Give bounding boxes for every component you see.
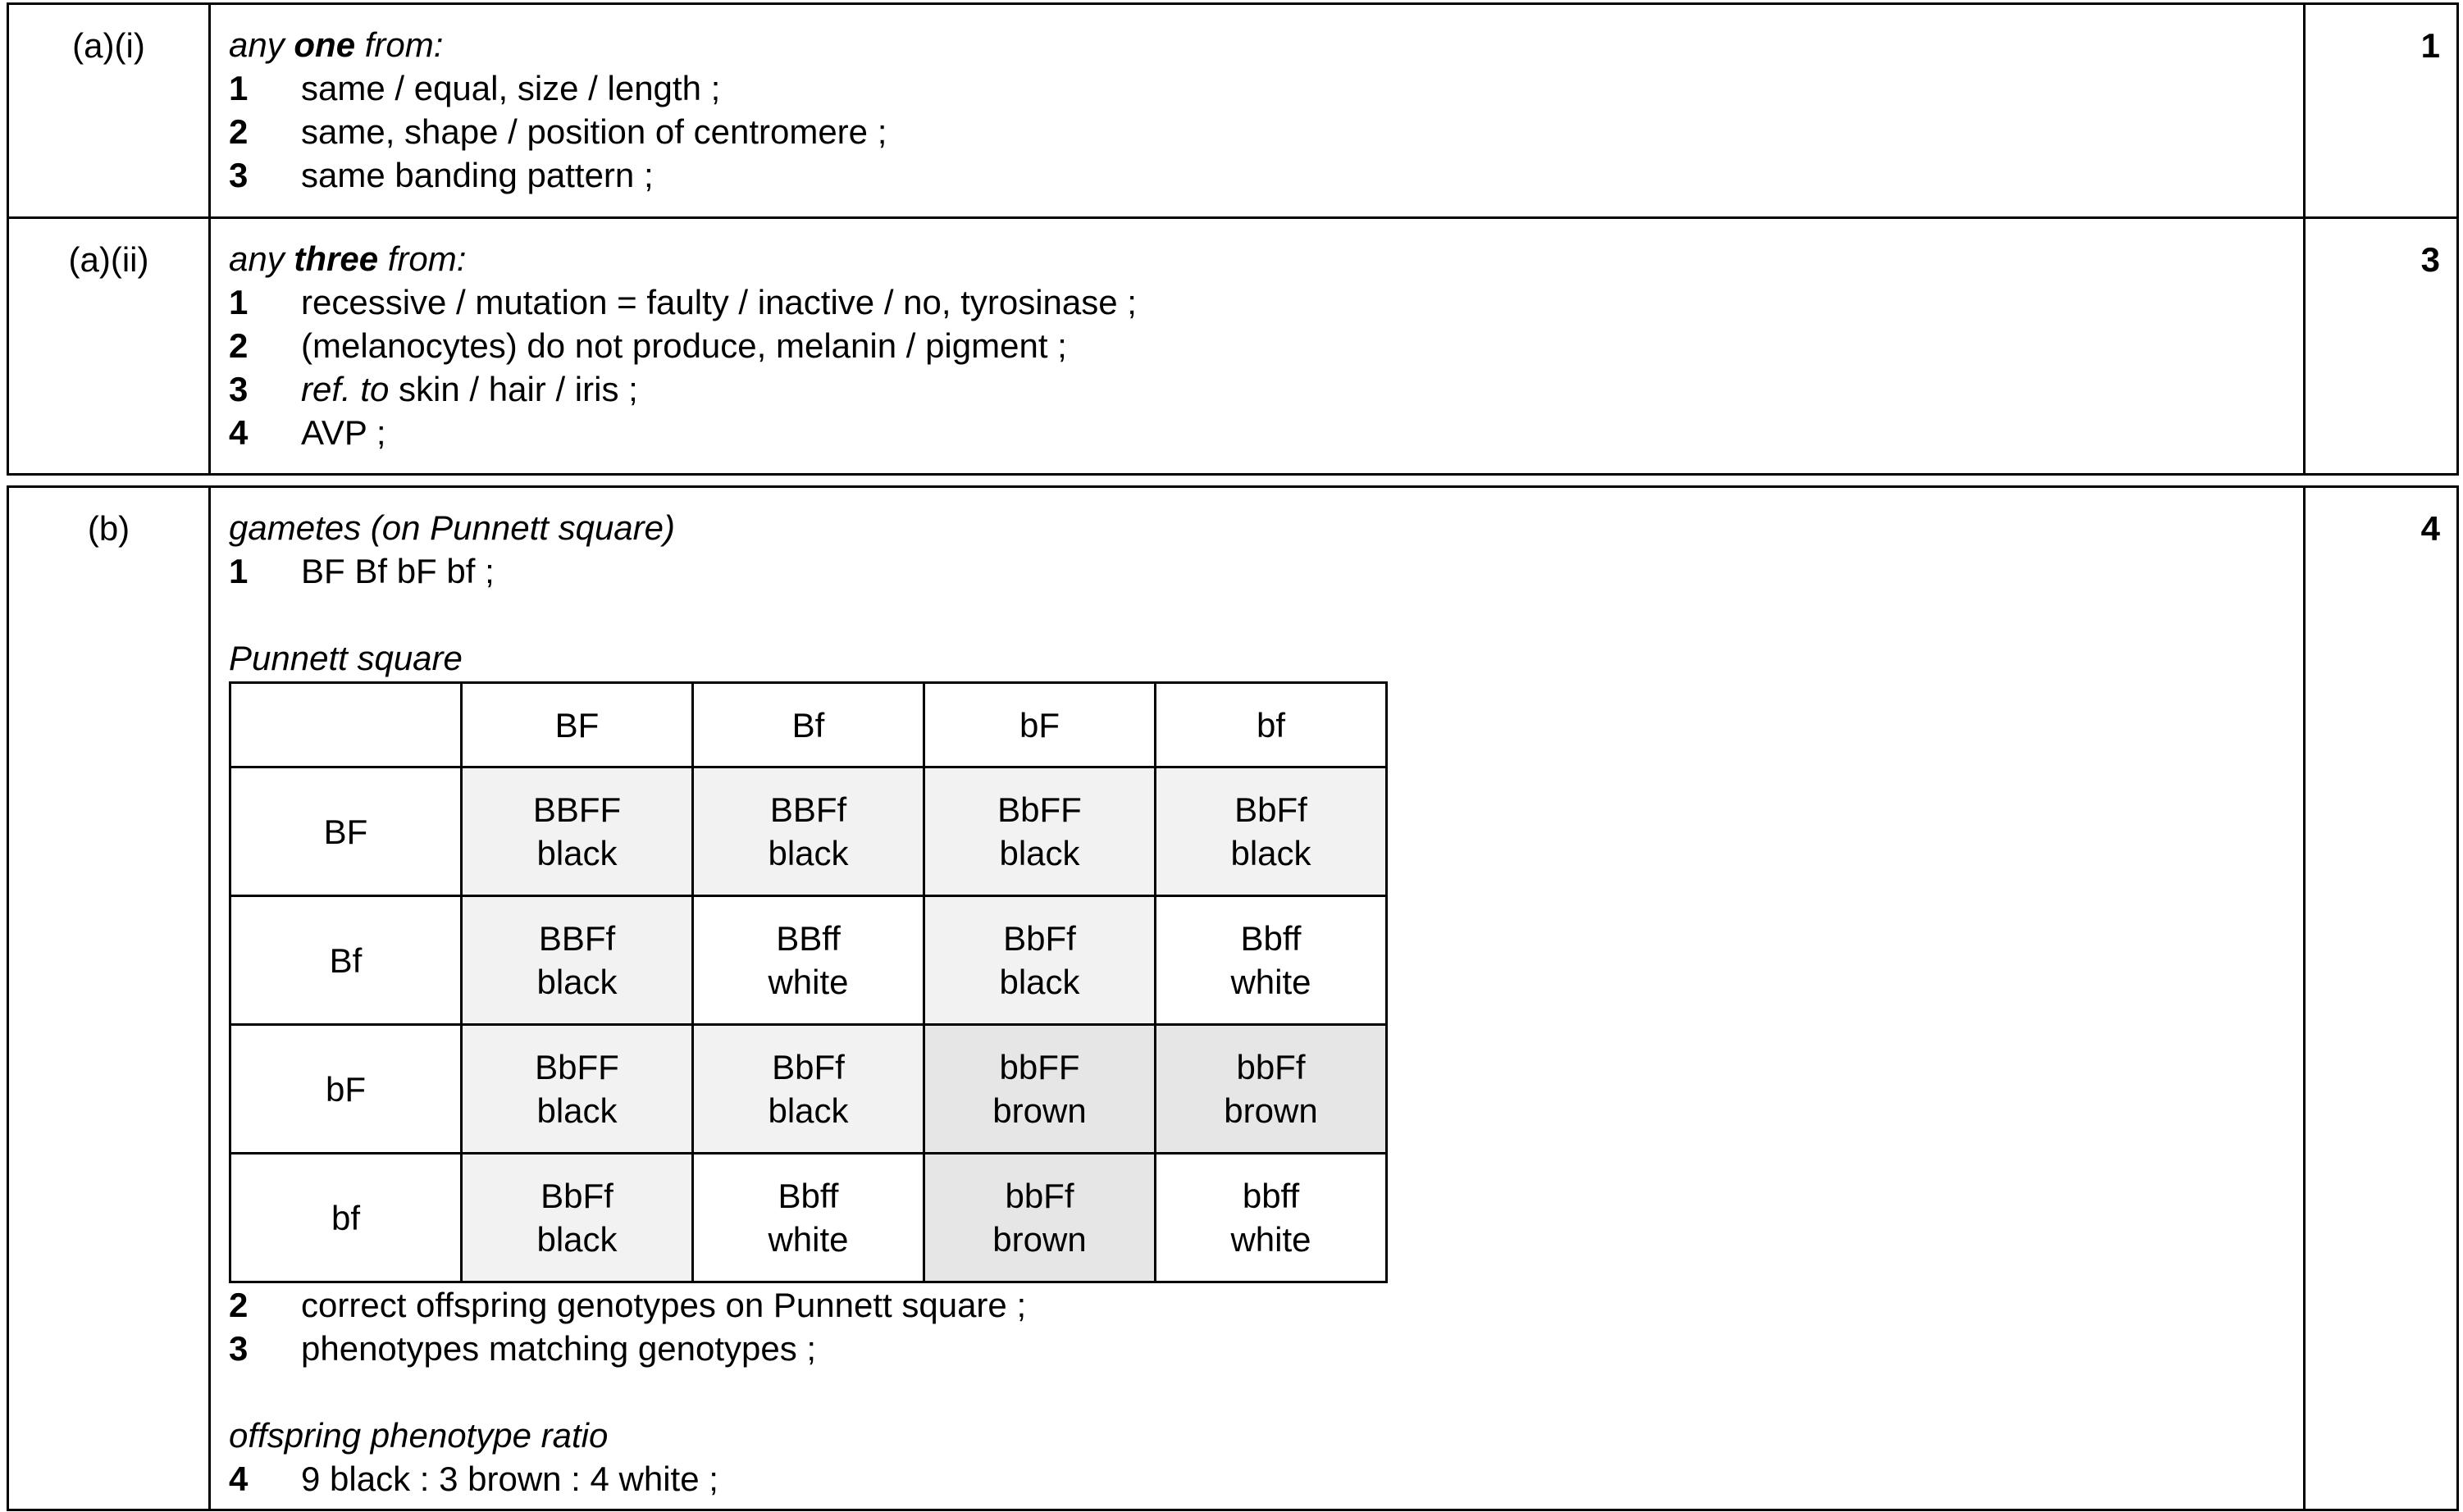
punnett-cell: BBFf black [462,896,693,1025]
punnett-cell: BBFf black [693,767,924,896]
punnett-row-header: Bf [230,896,462,1025]
intro-line: any one from: [229,25,444,64]
mark-scheme-table-b [7,485,2459,1511]
punnett-row [230,896,1387,1025]
marks-value: 1 [2305,4,2458,218]
punnett-heading: Punnett square [229,639,463,677]
punnett-col-header: bf [1156,683,1387,767]
answer-point: 1 same / equal, size / length ; [229,69,721,107]
answer-point: 3 same banding pattern ; [229,156,654,194]
answer-body [210,4,2305,218]
answer-point: 3 phenotypes matching genotypes ; [229,1329,817,1368]
punnett-row [230,767,1387,896]
punnett-cell: bbFf brown [924,1154,1156,1282]
answer-point: 2 (melanocytes) do not produce, melanin / pigment ; [229,326,1067,365]
punnett-cell: BbFF black [462,1025,693,1154]
row-a-ii [8,218,2458,475]
punnett-row-header: bf [230,1154,462,1282]
punnett-cell: BbFf black [693,1025,924,1154]
answer-point: 1 recessive / mutation = faulty / inactive / no, tyrosinase ; [229,283,1137,321]
answer-point: 2 same, shape / position of centromere ; [229,112,887,151]
punnett-cell: BBff white [693,896,924,1025]
punnett-cell: BbFf black [924,896,1156,1025]
punnett-row [230,1154,1387,1282]
punnett-row-header: BF [230,767,462,896]
punnett-cell: bbff white [1156,1154,1387,1282]
punnett-cell: Bbff white [693,1154,924,1282]
punnett-corner [230,683,462,767]
punnett-col-header: BF [462,683,693,767]
punnett-col-header: bF [924,683,1156,767]
punnett-cell: Bbff white [1156,896,1387,1025]
punnett-cell: BBFF black [462,767,693,896]
punnett-cell: BbFf black [1156,767,1387,896]
row-a-i [8,4,2458,218]
punnett-cell: BbFf black [462,1154,693,1282]
answer-point: 1 BF Bf bF bf ; [229,552,495,590]
row-b [8,487,2458,1510]
punnett-cell: BbFF black [924,767,1156,896]
punnett-square [229,681,1388,1283]
answer-point: 3 ref. to skin / hair / iris ; [229,370,638,408]
answer-body [210,487,2305,1510]
punnett-header-row [230,683,1387,767]
intro-line: any three from: [229,239,467,278]
ratio-heading: offspring phenotype ratio [229,1416,609,1455]
question-label: (a)(ii) [8,218,210,475]
question-label: (b) [8,487,210,1510]
marks-value: 4 [2305,487,2458,1510]
punnett-row [230,1025,1387,1154]
gametes-heading: gametes (on Punnett square) [229,508,675,547]
punnett-cell: bbFF brown [924,1025,1156,1154]
punnett-row-header: bF [230,1025,462,1154]
mark-scheme-table-a [7,2,2459,476]
answer-point: 2 correct offspring genotypes on Punnett square ; [229,1286,1027,1324]
answer-body [210,218,2305,475]
answer-point: 4 AVP ; [229,413,386,452]
punnett-col-header: Bf [693,683,924,767]
answer-point: 4 9 black : 3 brown : 4 white ; [229,1460,718,1498]
question-label: (a)(i) [8,4,210,218]
marks-value: 3 [2305,218,2458,475]
punnett-cell: bbFf brown [1156,1025,1387,1154]
